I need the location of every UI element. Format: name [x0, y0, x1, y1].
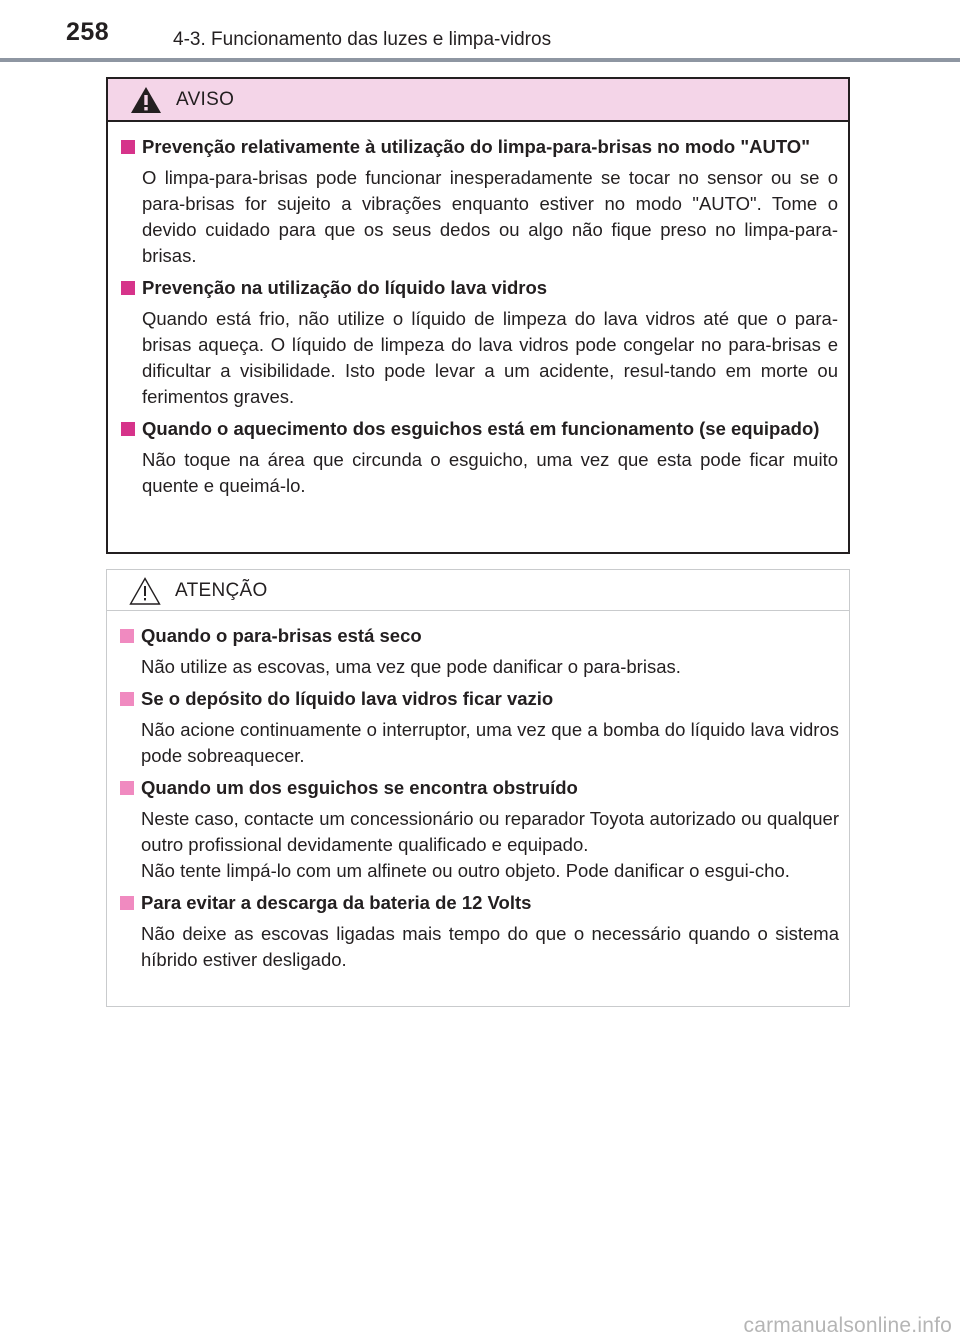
warning-box-body: [108, 122, 848, 499]
warning-box-header: [108, 79, 848, 122]
caution-item: [117, 890, 839, 973]
caution-item: [117, 775, 839, 884]
warning-item-title: Quando o aquecimento dos esguichos está em funcionamento (se equipado): [118, 416, 838, 442]
caution-box: [106, 569, 850, 1007]
caution-item-title: Para evitar a descarga da bateria de 12 Volts: [117, 890, 839, 916]
caution-item-text: Neste caso, contacte um concessionário ou reparador Toyota autorizado ou qualquer outro profissional devidamente qualificado e equipado. Não tente limpá-lo com um alfinete ou outro objeto. Pode danificar o esgui-cho.: [141, 808, 839, 881]
caution-item: [117, 686, 839, 769]
page-header: [0, 0, 960, 62]
caution-box-header: [107, 570, 849, 611]
square-bullet-icon: [121, 422, 135, 436]
warning-label: AVISO: [176, 89, 235, 110]
caution-triangle-icon: [129, 577, 161, 605]
section-title: 4-3. Funcionamento das luzes e limpa-vidros: [173, 29, 552, 50]
square-bullet-icon: [120, 896, 134, 910]
warning-item-text: O limpa-para-brisas pode funcionar inesperadamente se tocar no sensor ou se o para-brisas for sujeito a vibrações enquanto estiver no modo "AUTO". Tome o devido cuidado para que os seus dedos ou algo não fique preso no limpa-para-brisas.: [142, 167, 838, 266]
caution-item-title: Quando o para-brisas está seco: [117, 623, 839, 649]
warning-box: [106, 77, 850, 554]
warning-item-text: Não toque na área que circunda o esguicho, uma vez que esta pode ficar muito quente e queimá-lo.: [142, 449, 838, 496]
caution-item-text: Não deixe as escovas ligadas mais tempo do que o necessário quando o sistema híbrido estiver desligado.: [141, 923, 839, 970]
caution-item: [117, 623, 839, 680]
square-bullet-icon: [120, 692, 134, 706]
square-bullet-icon: [120, 781, 134, 795]
caution-item-text: Não utilize as escovas, uma vez que pode danificar o para-brisas.: [141, 656, 681, 677]
page-number: 258: [66, 18, 110, 46]
warning-item: [118, 275, 838, 410]
watermark: carmanualsonline.info: [743, 1314, 952, 1337]
warning-triangle-icon: [130, 86, 162, 114]
caution-label: ATENÇÃO: [175, 580, 268, 601]
square-bullet-icon: [120, 629, 134, 643]
header-rule: [0, 58, 960, 62]
caution-item-text: Não acione continuamente o interruptor, uma vez que a bomba do líquido lava vidros pode sobreaquecer.: [141, 719, 839, 766]
square-bullet-icon: [121, 281, 135, 295]
caution-item-title: Se o depósito do líquido lava vidros ficar vazio: [117, 686, 839, 712]
warning-item: [118, 416, 838, 499]
warning-item-title: Prevenção relativamente à utilização do limpa-para-brisas no modo "AUTO": [118, 134, 838, 160]
caution-box-body: [107, 611, 849, 973]
warning-item-text: Quando está frio, não utilize o líquido de limpeza do lava vidros até que o para-brisas aqueça. O líquido de limpeza do lava vidros pode congelar no para-brisas e dificultar a visibilidade. Isto pode levar a um acidente, resul-tando em morte ou ferimentos graves.: [142, 308, 838, 407]
warning-item-title: Prevenção na utilização do líquido lava vidros: [118, 275, 838, 301]
warning-item: [118, 134, 838, 269]
square-bullet-icon: [121, 140, 135, 154]
caution-item-title: Quando um dos esguichos se encontra obstruído: [117, 775, 839, 801]
